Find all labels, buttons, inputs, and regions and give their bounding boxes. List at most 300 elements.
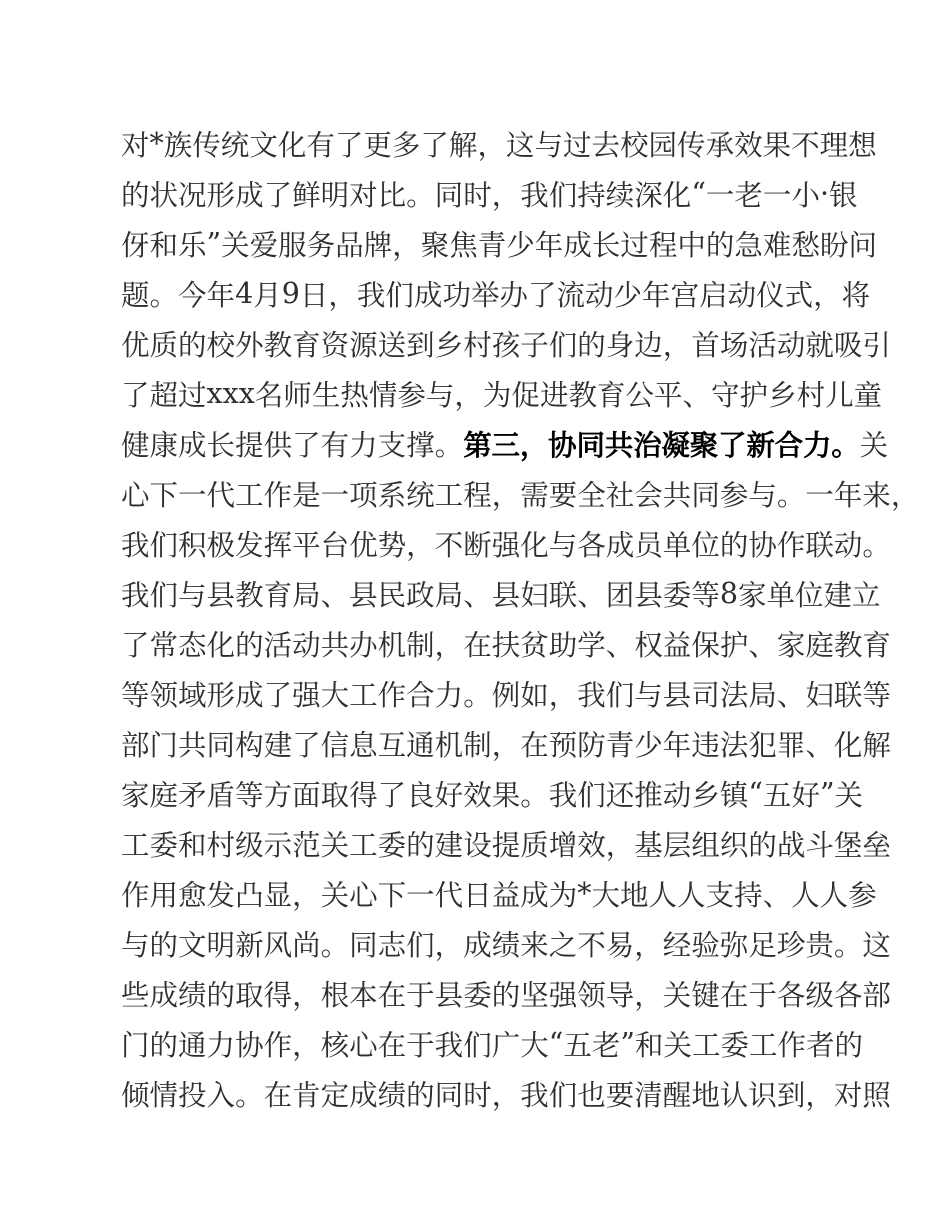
cjk-char: 活 (748, 328, 777, 362)
cjk-char: 信 (320, 728, 350, 762)
latin-char: 8 (719, 576, 738, 610)
cjk-char: ， (328, 278, 357, 312)
cjk-char: 问 (848, 228, 877, 262)
cjk-char: 根 (320, 978, 350, 1012)
cjk-char: 下 (149, 478, 179, 512)
cjk-char: 动 (727, 278, 757, 312)
cjk-char: 我 (356, 278, 386, 312)
cjk-char: 心 (349, 1028, 378, 1062)
cjk-char: 对 (349, 178, 378, 212)
cjk-char: 的 (834, 1028, 864, 1062)
cjk-char: 机 (377, 628, 407, 662)
cjk-char: 绩 (377, 1078, 407, 1112)
cjk-char: 小 (791, 178, 820, 212)
cjk-char: 还 (605, 778, 635, 812)
cjk-char: 村 (796, 378, 826, 412)
cjk-char: 员 (634, 528, 663, 562)
cjk-char: 的 (149, 1028, 179, 1062)
cjk-char: 局 (292, 578, 321, 612)
cjk-char: 易 (605, 928, 635, 962)
cjk-char: 与 (748, 478, 777, 512)
cjk-char: 绩 (178, 978, 207, 1012)
cjk-char: 要 (605, 1078, 635, 1112)
cjk-char: 工 (434, 478, 464, 512)
cjk-char: 了 (377, 778, 407, 812)
cjk-char: 不 (577, 928, 606, 962)
cjk-char: 志 (377, 928, 407, 962)
bold-phrase-char: 协 (548, 428, 577, 462)
cjk-char: 下 (377, 878, 407, 912)
cjk-char: 护 (739, 378, 769, 412)
cjk-char: 强 (292, 678, 321, 712)
cjk-char: ， (454, 378, 483, 412)
cjk-char: 动 (833, 528, 863, 562)
cjk-char: 比 (377, 178, 407, 212)
cjk-char: 好 (434, 778, 464, 812)
cjk-char: 显 (263, 878, 293, 912)
cjk-char: 清 (634, 1078, 663, 1112)
cjk-char: 部 (862, 978, 891, 1012)
text-line (121, 668, 891, 718)
cjk-char: 持 (577, 178, 606, 212)
cjk-char: 贫 (520, 628, 549, 662)
cjk-char: 在 (463, 628, 492, 662)
cjk-char: 局 (434, 578, 464, 612)
cjk-char: 育 (292, 328, 321, 362)
cjk-char: 家 (121, 778, 150, 812)
cjk-char: 化 (520, 528, 549, 562)
cjk-char: 了 (292, 428, 321, 462)
cjk-char: 与 (634, 678, 663, 712)
cjk-char: 传 (192, 128, 221, 162)
cjk-char: ， (477, 128, 506, 162)
cjk-char: 。 (776, 478, 806, 512)
cjk-char: 也 (577, 1078, 606, 1112)
cjk-char: ， (662, 328, 692, 362)
cjk-char: 关 (663, 1028, 692, 1062)
cjk-char: 门 (149, 728, 179, 762)
cjk-char: 取 (235, 978, 264, 1012)
cjk-char: 状 (149, 178, 179, 212)
cjk-char: 会 (634, 478, 663, 512)
cjk-char: 成 (413, 278, 443, 312)
cjk-char: 妇 (520, 578, 549, 612)
cjk-char: 堡 (833, 828, 863, 862)
cjk-char: 断 (463, 528, 492, 562)
cjk-char: 促 (511, 378, 540, 412)
cjk-char: 的 (149, 928, 179, 962)
cjk-char: 续 (605, 178, 635, 212)
cjk-char: 优 (121, 328, 150, 362)
cjk-char: 边 (634, 328, 663, 362)
cjk-char: 们 (149, 578, 179, 612)
cjk-char: 协 (235, 1028, 264, 1062)
cjk-char: 资 (320, 328, 350, 362)
text-line (121, 1018, 864, 1068)
cjk-char: 的 (406, 828, 435, 862)
cjk-char: 过 (620, 228, 649, 262)
cjk-char: 想 (848, 128, 877, 162)
cjk-char: 作 (776, 528, 806, 562)
cjk-char: 家 (776, 628, 806, 662)
cjk-char: 化 (662, 178, 692, 212)
cjk-char: 的 (748, 828, 777, 862)
text-line (121, 818, 891, 868)
cjk-char: 绩 (491, 928, 521, 962)
cjk-char: 于 (406, 978, 435, 1012)
cjk-char: 一 (178, 478, 207, 512)
cjk-char: 举 (470, 278, 500, 312)
cjk-char: 的 (577, 328, 606, 362)
cjk-char: 少 (634, 728, 663, 762)
cjk-char: 伢 (121, 228, 150, 262)
cjk-char: 乡 (768, 378, 797, 412)
text-line (121, 218, 877, 268)
bold-phrase-char: 了 (718, 428, 747, 462)
cjk-char: 长 (206, 428, 236, 462)
cjk-char: 校 (620, 128, 649, 162)
cjk-char: 委 (377, 828, 407, 862)
cjk-char: 在 (263, 1078, 293, 1112)
cjk-char: 好 (791, 778, 820, 812)
cjk-char: 同 (434, 178, 464, 212)
cjk-char: 合 (406, 678, 435, 712)
cjk-char: 优 (349, 528, 378, 562)
cjk-char: 不 (434, 528, 464, 562)
cjk-char: 文 (249, 128, 278, 162)
cjk-char: 联 (548, 578, 578, 612)
cjk-char: 庭 (805, 628, 834, 662)
cjk-char: 县 (634, 578, 663, 612)
cjk-char: 日 (463, 878, 492, 912)
cjk-char: 的 (491, 978, 521, 1012)
cjk-char: 倾 (121, 1078, 150, 1112)
cjk-char: 成 (605, 528, 635, 562)
cjk-char: 认 (719, 1078, 749, 1112)
cjk-char: 制 (463, 728, 492, 762)
cjk-char: 势 (377, 528, 407, 562)
cjk-char: 成 (563, 228, 592, 262)
cjk-char: 委 (662, 578, 692, 612)
cjk-char: 成 (235, 178, 264, 212)
cjk-char: 、 (682, 378, 712, 412)
bold-phrase-char: 三 (491, 428, 520, 462)
cjk-char: 战 (776, 828, 806, 862)
cjk-char: 如 (520, 678, 549, 712)
cjk-char: 品 (335, 228, 364, 262)
cjk-char: 与 (121, 928, 150, 962)
text-line (121, 1068, 891, 1118)
cjk-char: 贵 (805, 928, 834, 962)
cjk-char: 康 (149, 428, 179, 462)
cjk-char: 乐 (178, 228, 207, 262)
cjk-char: 乡 (434, 328, 464, 362)
cjk-char: 庭 (149, 778, 179, 812)
cjk-char: 各 (776, 978, 806, 1012)
cjk-char: “ (748, 776, 763, 810)
cjk-char: 建 (434, 828, 464, 862)
cjk-char: 一 (762, 178, 792, 212)
cjk-char: 有 (306, 128, 335, 162)
cjk-char: 盾 (206, 778, 236, 812)
cjk-char: 委 (463, 978, 492, 1012)
cjk-char: 族 (163, 128, 193, 162)
cjk-char: 系 (377, 478, 407, 512)
cjk-char: 验 (691, 928, 720, 962)
cjk-char: 珍 (776, 928, 806, 962)
bold-phrase-char: 共 (604, 428, 634, 462)
cjk-char: 到 (776, 1078, 806, 1112)
cjk-char: 协 (748, 528, 777, 562)
cjk-char: 犯 (748, 728, 777, 762)
cjk-char: 生 (311, 378, 341, 412)
bold-phrase-char: 新 (746, 428, 775, 462)
cjk-char: 聚 (420, 228, 450, 262)
cjk-char: 日 (299, 278, 329, 312)
cjk-char: 妇 (805, 678, 834, 712)
cjk-char: 本 (349, 978, 378, 1012)
cjk-char: 多 (391, 128, 421, 162)
cjk-char: 关 (320, 828, 350, 862)
cjk-char: 领 (149, 678, 179, 712)
cjk-char: 需 (520, 478, 549, 512)
cjk-char: 年 (833, 478, 863, 512)
cjk-char: 平 (654, 378, 683, 412)
cjk-char: 是 (292, 478, 321, 512)
cjk-char: 。 (833, 928, 863, 962)
cjk-char: 化 (277, 128, 307, 162)
cjk-char: 与 (425, 378, 455, 412)
cjk-char: 题 (121, 278, 150, 312)
cjk-char: 司 (691, 678, 720, 712)
cjk-char: 、 (748, 628, 777, 662)
bold-phrase-char: 。 (831, 428, 860, 462)
cjk-char: 育 (862, 628, 891, 662)
text-line (121, 268, 871, 318)
cjk-char: 之 (548, 928, 578, 962)
cjk-char: 力 (434, 678, 464, 712)
cjk-char: 面 (292, 778, 321, 812)
cjk-char: 台 (320, 528, 350, 562)
cjk-char: 对 (121, 128, 150, 162)
cjk-char: 。 (235, 1078, 264, 1112)
text-line (121, 368, 883, 418)
cjk-char: 中 (677, 228, 706, 262)
cjk-char: 成 (149, 978, 179, 1012)
cjk-char: 定 (320, 1078, 350, 1112)
cjk-char: 强 (548, 978, 578, 1012)
cjk-char: 效 (463, 778, 492, 812)
cjk-char: 焦 (449, 228, 478, 262)
cjk-char: 县 (434, 978, 464, 1012)
cjk-char: 这 (862, 928, 891, 962)
cjk-char: 我 (577, 678, 606, 712)
cjk-char: 于 (406, 1028, 435, 1062)
cjk-char: 了 (334, 128, 364, 162)
cjk-char: 、 (577, 578, 606, 612)
cjk-char: ， (634, 928, 663, 962)
cjk-char: 明 (320, 178, 350, 212)
cjk-char: 们 (385, 278, 414, 312)
cjk-char: 效 (734, 128, 763, 162)
cjk-char: 民 (377, 578, 407, 612)
cjk-char: 过 (178, 378, 207, 412)
latin-char: * (577, 876, 592, 910)
cjk-char: 级 (235, 828, 264, 862)
cjk-char: 同 (349, 928, 378, 962)
cjk-char: 人 (648, 878, 678, 912)
cjk-char: 预 (548, 728, 578, 762)
cjk-char: 各 (577, 528, 606, 562)
cjk-char: 委 (149, 828, 179, 862)
cjk-char: 矛 (178, 778, 207, 812)
cjk-char: 关 (320, 878, 350, 912)
cjk-char: 提 (235, 428, 264, 462)
cjk-char: 在 (719, 978, 749, 1012)
cjk-char: 益 (662, 628, 692, 662)
cjk-char: 教 (568, 378, 597, 412)
cjk-char: 人 (677, 878, 706, 912)
cjk-char: 去 (591, 128, 621, 162)
cjk-char: 态 (178, 628, 207, 662)
cjk-char: 动 (776, 328, 806, 362)
bold-phrase-char: 凝 (661, 428, 690, 462)
cjk-char: 年 (206, 278, 236, 312)
cjk-char: 我 (121, 528, 150, 562)
cjk-char: 动 (585, 278, 614, 312)
latin-char: 4 (235, 276, 254, 310)
cjk-char: 一 (705, 178, 735, 212)
cjk-char: 情 (368, 378, 398, 412)
cjk-char: 长 (591, 228, 621, 262)
cjk-char: 地 (620, 878, 649, 912)
cjk-char: 大 (320, 678, 350, 712)
cjk-char: 范 (292, 828, 321, 862)
cjk-char: 化 (833, 728, 863, 762)
cjk-char: 防 (577, 728, 606, 762)
cjk-char: 单 (662, 528, 692, 562)
cjk-char: 违 (691, 728, 720, 762)
cjk-char: 常 (149, 628, 179, 662)
cjk-char: 积 (178, 528, 207, 562)
cjk-char: 效 (577, 828, 606, 862)
cjk-char: 单 (766, 578, 795, 612)
cjk-char: 和 (634, 1028, 664, 1062)
cjk-char: 服 (278, 228, 307, 262)
cjk-char: 构 (235, 728, 264, 762)
cjk-char: 持 (734, 878, 763, 912)
cjk-char: 域 (178, 678, 207, 712)
cjk-char: 园 (648, 128, 678, 162)
cjk-char: 了 (121, 628, 150, 662)
cjk-char: 传 (677, 128, 706, 162)
cjk-char: 少 (613, 278, 643, 312)
cjk-char: 在 (377, 1028, 407, 1062)
cjk-char: 了 (292, 728, 321, 762)
cjk-char: 深 (634, 178, 663, 212)
cjk-char: 平 (292, 528, 321, 562)
bold-phrase-char: 力 (802, 428, 832, 462)
cjk-char: 少 (506, 228, 535, 262)
cjk-char: 政 (406, 578, 435, 612)
cjk-char: 尚 (292, 928, 321, 962)
cjk-char: 推 (634, 778, 663, 812)
cjk-char: 照 (862, 1078, 891, 1112)
cjk-char: 动 (292, 628, 321, 662)
cjk-char: 支 (705, 878, 735, 912)
cjk-char: 们 (463, 1028, 492, 1062)
cjk-char: 们 (577, 778, 606, 812)
cjk-char: 解 (448, 128, 478, 162)
cjk-char: “ (548, 1026, 564, 1060)
cjk-char: 果 (491, 778, 521, 812)
cjk-char: 成 (178, 428, 207, 462)
cjk-char: 、 (605, 628, 635, 662)
cjk-char: ， (491, 1078, 521, 1112)
cjk-char: 关 (859, 428, 889, 462)
cjk-char: ， (292, 1028, 321, 1062)
cjk-char: 护 (719, 628, 749, 662)
cjk-char: 质 (520, 828, 549, 862)
cjk-char: 全 (577, 478, 606, 512)
cjk-char: 风 (263, 928, 293, 962)
cjk-char: 了 (527, 278, 557, 312)
cjk-char: 子 (520, 328, 549, 362)
cjk-char: 位 (795, 578, 824, 612)
cjk-char: 织 (719, 828, 749, 862)
cjk-char: 与 (178, 578, 207, 612)
cjk-char: 来 (520, 928, 549, 962)
cjk-char: 作 (377, 678, 407, 712)
cjk-char: 增 (548, 828, 578, 862)
cjk-char: 们 (605, 678, 635, 712)
cjk-char: 工 (121, 828, 150, 862)
cjk-char: 一 (406, 878, 435, 912)
cjk-char: 程 (648, 228, 678, 262)
cjk-char: 坚 (520, 978, 549, 1012)
text-line (121, 968, 891, 1018)
cjk-char: 作 (263, 478, 293, 512)
cjk-char: 们 (149, 528, 179, 562)
cjk-char: 热 (340, 378, 369, 412)
cjk-char: 愈 (178, 878, 207, 912)
cjk-char: 儿 (825, 378, 854, 412)
cjk-char: 支 (377, 428, 407, 462)
cjk-char: 心 (121, 478, 150, 512)
cjk-char: 今 (178, 278, 207, 312)
cjk-char: 场 (719, 328, 749, 362)
cjk-char: 法 (719, 728, 749, 762)
cjk-char: 五 (762, 778, 792, 812)
cjk-char: 保 (691, 628, 720, 662)
cjk-char: 得 (263, 978, 293, 1012)
cjk-char: 、 (320, 578, 350, 612)
cjk-char: 乡 (691, 778, 720, 812)
cjk-char: 示 (263, 828, 293, 862)
cjk-char: 化 (206, 628, 236, 662)
cjk-char: 基 (634, 828, 663, 862)
cjk-char: 学 (577, 628, 606, 662)
cjk-char: 得 (349, 778, 378, 812)
cjk-char: 社 (605, 478, 635, 512)
cjk-char: 提 (491, 828, 521, 862)
cjk-char: 例 (491, 678, 521, 712)
cjk-char: 文 (178, 928, 207, 962)
cjk-char: ， (548, 678, 578, 712)
cjk-char: ， (605, 828, 635, 862)
cjk-char: 成 (235, 678, 264, 712)
text-line (121, 768, 864, 818)
